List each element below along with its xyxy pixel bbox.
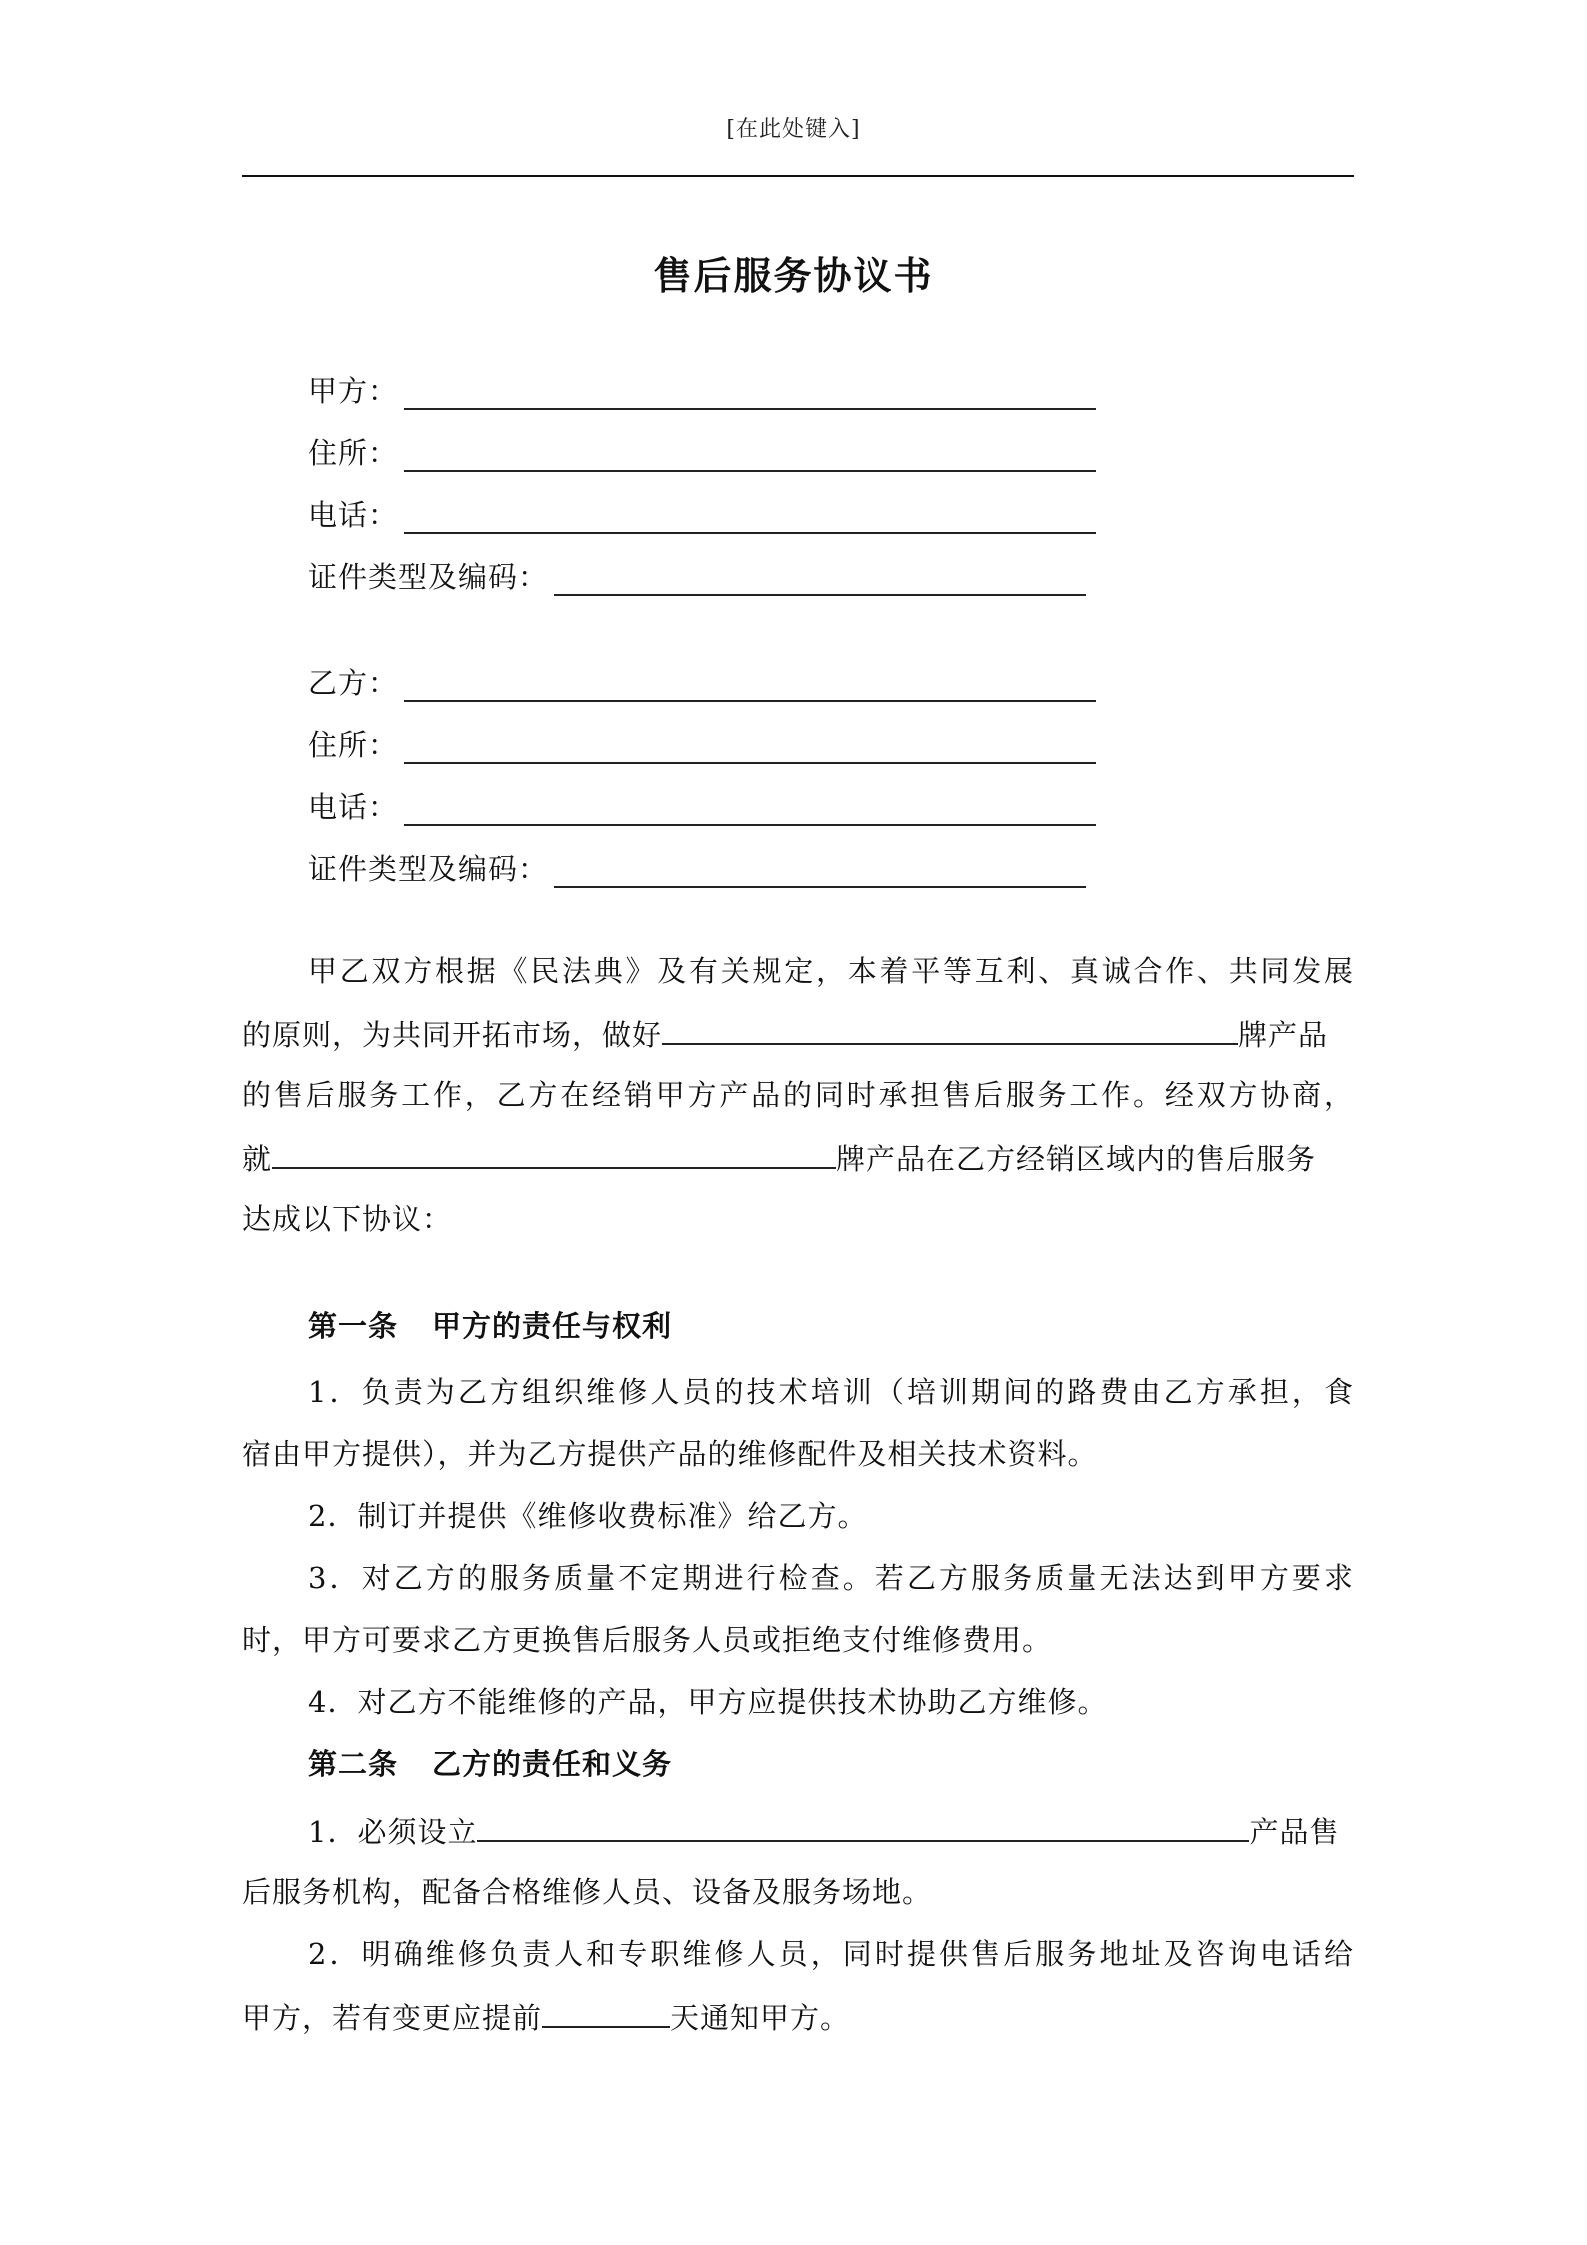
article-1-title: 甲方的责任与权利 xyxy=(432,1309,673,1343)
header-placeholder[interactable]: [在此处键入] xyxy=(726,117,861,142)
article-2-item-1-prefix: 1．必须设立 xyxy=(308,1815,478,1849)
article-2-item-1-line-1 xyxy=(308,1810,1354,1852)
article-2-item-2-prefix: 甲方，若有变更应提前 xyxy=(242,2001,543,2035)
header-rule xyxy=(242,175,1354,177)
article-2-item-1-line-2: 后服务机构，配备合格维修人员、设备及服务场地。 xyxy=(242,1875,933,1909)
article-2-title: 乙方的责任和义务 xyxy=(432,1747,673,1781)
party-a-address-label: 住所： xyxy=(308,436,399,470)
party-a-name-field xyxy=(308,370,1096,410)
party-a-name-label: 甲方： xyxy=(308,374,399,408)
preamble-line-4-suffix: 牌产品在乙方经销区域内的售后服务 xyxy=(836,1142,1317,1176)
article-1-item-4: 4．对乙方不能维修的产品，甲方应提供技术协助乙方维修。 xyxy=(308,1685,1108,1719)
party-b-phone-blank[interactable] xyxy=(404,794,1096,826)
party-a-phone-blank[interactable] xyxy=(404,502,1096,534)
service-org-blank[interactable] xyxy=(477,1810,1249,1842)
preamble-line-1: 甲乙双方根据《民法典》及有关规定，本着平等互利、真诚合作、共同发展 xyxy=(308,954,1354,988)
article-2-heading xyxy=(308,1744,672,1784)
party-b-phone-field xyxy=(308,786,1096,826)
article-2-item-1-suffix: 产品售 xyxy=(1249,1815,1340,1849)
article-1-item-1-line-1: 1．负责为乙方组织维修人员的技术培训（培训期间的路费由乙方承担，食 xyxy=(308,1375,1354,1409)
party-b-id-field xyxy=(308,848,1086,888)
party-b-address-blank[interactable] xyxy=(404,732,1096,764)
preamble-line-4-prefix: 就 xyxy=(242,1142,273,1176)
preamble-line-3: 的售后服务工作，乙方在经销甲方产品的同时承担售后服务工作。经双方协商， xyxy=(242,1078,1354,1112)
party-b-address-field xyxy=(308,724,1096,764)
article-1-item-3-line-1: 3．对乙方的服务质量不定期进行检查。若乙方服务质量无法达到甲方要求 xyxy=(308,1561,1354,1595)
document-title: 售后服务协议书 xyxy=(653,253,934,298)
party-a-id-label: 证件类型及编码： xyxy=(308,560,549,594)
party-b-name-field xyxy=(308,662,1096,702)
party-a-id-field xyxy=(308,556,1086,596)
party-a-name-blank[interactable] xyxy=(404,378,1096,410)
party-b-address-label: 住所： xyxy=(308,728,399,762)
preamble-line-5: 达成以下协议： xyxy=(242,1202,453,1236)
article-2-item-2-suffix: 天通知甲方。 xyxy=(670,2001,851,2035)
party-b-id-blank[interactable] xyxy=(554,856,1086,888)
party-a-address-field xyxy=(308,432,1096,472)
party-a-address-blank[interactable] xyxy=(404,440,1096,472)
preamble-line-4 xyxy=(242,1137,1354,1179)
preamble-line-2 xyxy=(242,1013,1354,1055)
party-a-id-blank[interactable] xyxy=(554,564,1086,596)
party-a-phone-label: 电话： xyxy=(308,498,399,532)
notice-days-blank[interactable] xyxy=(542,1996,670,2028)
party-b-name-blank[interactable] xyxy=(404,670,1096,702)
preamble-line-2-prefix: 的原则，为共同开拓市场，做好 xyxy=(242,1018,663,1052)
party-a-phone-field xyxy=(308,494,1096,534)
article-1-item-2: 2．制订并提供《维修收费标准》给乙方。 xyxy=(308,1499,868,1533)
article-1-heading xyxy=(308,1306,672,1346)
article-2-number: 第二条 xyxy=(308,1747,399,1781)
party-b-id-label: 证件类型及编码： xyxy=(308,852,549,886)
article-1-item-1-line-2: 宿由甲方提供），并为乙方提供产品的维修配件及相关技术资料。 xyxy=(242,1437,1098,1471)
article-1-number: 第一条 xyxy=(308,1309,399,1343)
article-2-item-2-line-2 xyxy=(242,1996,1354,2038)
article-1-item-3-line-2: 时，甲方可要求乙方更换售后服务人员或拒绝支付维修费用。 xyxy=(242,1623,1053,1657)
party-b-phone-label: 电话： xyxy=(308,790,399,824)
brand-blank-1[interactable] xyxy=(662,1013,1238,1045)
preamble-line-2-suffix: 牌产品 xyxy=(1238,1018,1329,1052)
party-b-name-label: 乙方： xyxy=(308,666,399,700)
brand-blank-2[interactable] xyxy=(272,1137,836,1169)
article-2-item-2-line-1: 2．明确维修负责人和专职维修人员，同时提供售后服务地址及咨询电话给 xyxy=(308,1937,1354,1971)
